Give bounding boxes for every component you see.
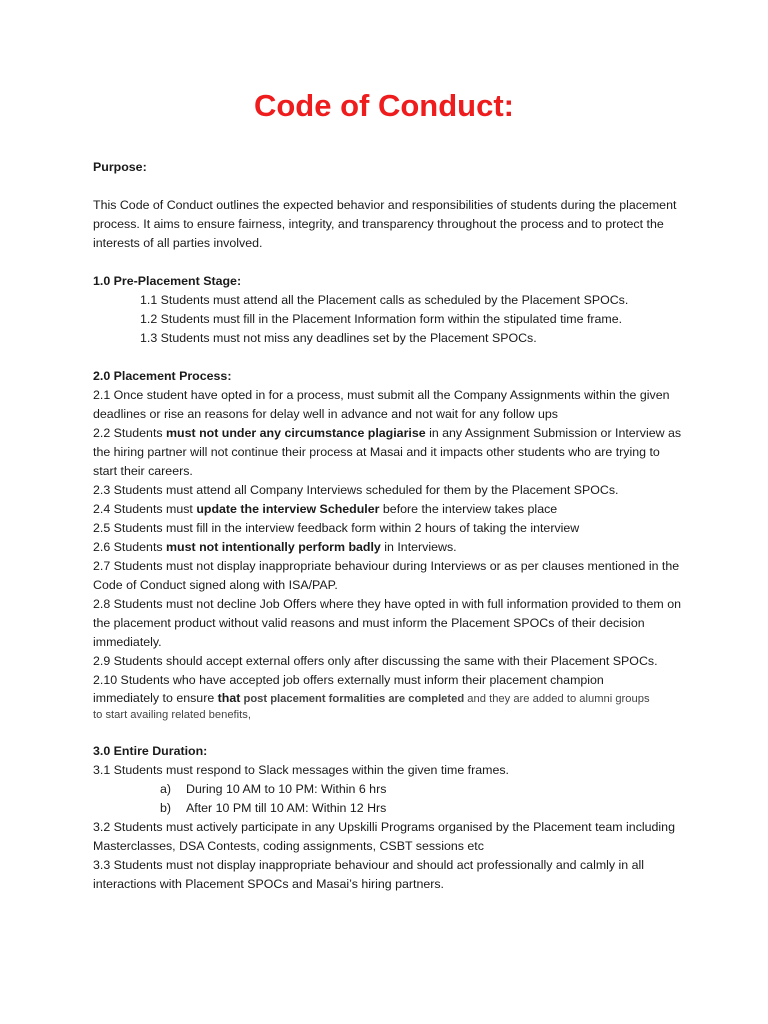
list-item: 2.9 Students should accept external offers only after discussing the same with their Placement SPOCs. [93,654,658,668]
list-item: to start availing related benefits, [93,709,251,721]
sub-list-item [93,780,683,799]
list-item: 3.3 Students must not display inappropriate behaviour and should act professionally and calmly in all interactions with Placement SPOCs and Masai’s hiring partners. [93,858,645,891]
sub-list-item [93,799,683,818]
list-item: 3.1 Students must respond to Slack messages within the given time frames. [93,763,509,777]
item-text: After 10 PM till 10 AM: Within 12 Hrs [186,801,387,815]
list-item: 2.1 Once student have opted in for a process, must submit all the Company Assignments within the given deadlines or rise an reasons for delay well in advance and not wait for any follow ups [93,388,670,421]
list-item: 2.8 Students must not decline Job Offers where they have opted in with full information provided to them on the placement product without valid reasons and must inform the Placement SPOCs of their decision immediately. [93,597,681,649]
document-title: Code of Conduct: [253,88,514,123]
list-item: 3.2 Students must actively participate in any Upskilli Programs organised by the Placement team including Masterclasses, DSA Contests, coding assignments, CSBT sessions etc [93,820,675,853]
list-item [93,538,683,557]
section-2-heading: 2.0 Placement Process: [93,369,232,383]
list-item: 1.1 Students must attend all the Placement calls as scheduled by the Placement SPOCs. [140,293,629,307]
purpose-text: This Code of Conduct outlines the expected behavior and responsibilities of students during the placement process. It aims to ensure fairness, integrity, and transparency throughout the process and to protect the interests of all parties involved. [93,198,677,250]
section-3-heading: 3.0 Entire Duration: [93,744,208,758]
item-text: 2.2 Students [93,426,167,440]
list-marker: a) [160,782,172,796]
list-item: 1.3 Students must not miss any deadlines set by the Placement SPOCs. [140,331,537,345]
item-emphasis: post placement formalities are completed [240,693,465,705]
item-emphasis: must not intentionally perform badly [166,540,381,554]
item-text: in Interviews. [380,540,457,554]
document-body [93,158,683,894]
item-text: before the interview takes place [379,502,558,516]
purpose-heading: Purpose: [93,160,147,174]
item-text-small [240,693,649,705]
item-emphasis: update the interview Scheduler [196,502,380,516]
list-item: 2.7 Students must not display inappropriate behaviour during Interviews or as per clauses mentioned in the Code of Conduct signed along with ISA/PAP. [93,559,680,592]
list-item: 2.10 Students who have accepted job offers externally must inform their placement champion [93,673,604,687]
list-item: 2.5 Students must fill in the interview feedback form within 2 hours of taking the interview [93,521,580,535]
item-text: 2.4 Students must [93,502,197,516]
list-item [93,500,683,519]
item-emphasis: that [217,691,241,705]
list-item: 1.2 Students must fill in the Placement Information form within the stipulated time frame. [140,312,623,326]
item-text: 2.6 Students [93,540,167,554]
item-emphasis: must not under any circumstance plagiarise [166,426,426,440]
item-text: During 10 AM to 10 PM: Within 6 hrs [186,782,387,796]
section-1-heading: 1.0 Pre-Placement Stage: [93,274,242,288]
item-text: in any Assignment Submission or Interview as the hiring partner will not continue their process at Masai and it impacts other students who are trying to start their careers. [93,426,682,478]
item-text: immediately to ensure [93,691,218,705]
list-item [93,690,683,707]
item-text: and they are added to alumni groups [464,693,650,705]
list-item: 2.3 Students must attend all Company Interviews scheduled for them by the Placement SPOCs. [93,483,619,497]
list-marker: b) [160,801,172,815]
list-item [93,424,683,481]
